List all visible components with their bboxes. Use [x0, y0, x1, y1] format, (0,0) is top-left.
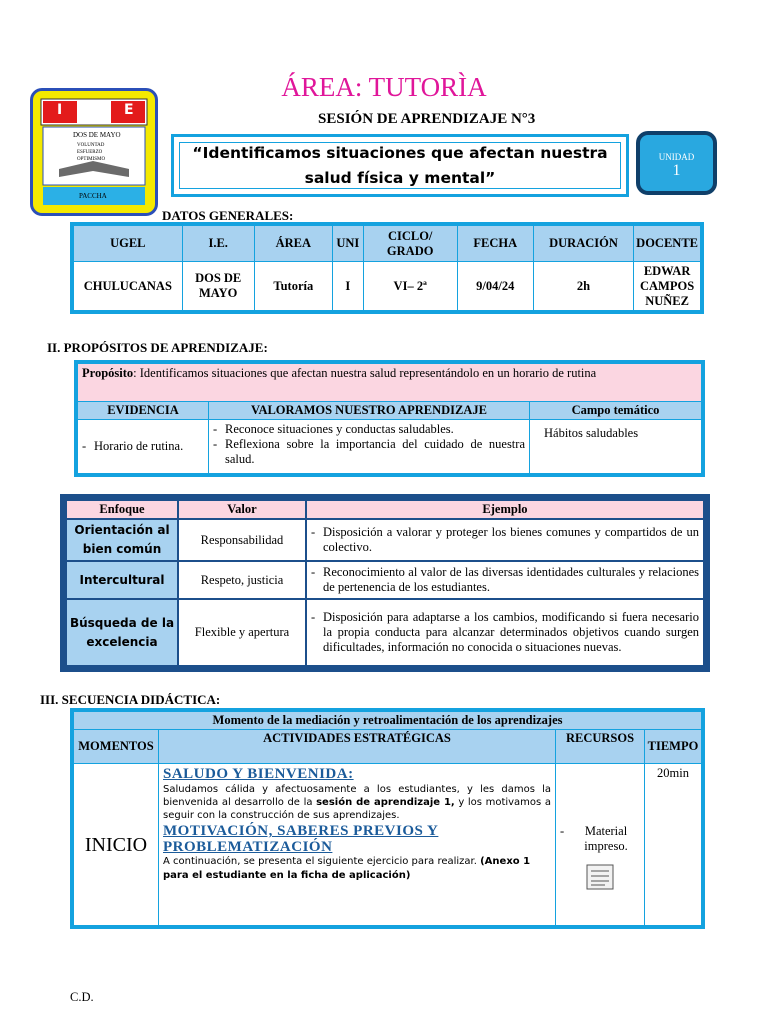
- header-duracion: DURACIÓN: [533, 226, 633, 262]
- valoramos-item-2: Reflexiona sobre la importancia del cuidado de nuestra salud.: [225, 437, 525, 466]
- enfoque-ejemplo-cell: - Reconocimiento al valor de las diversas identidades culturales y relaciones de pertenencia de los estudiantes.: [306, 561, 704, 599]
- session-name-box: [171, 134, 629, 197]
- enfoque-valor: Responsabilidad: [178, 519, 306, 561]
- secuencia-title: Momento de la mediación y retroalimentación de los aprendizajes: [74, 712, 702, 730]
- school-logo: [30, 88, 158, 216]
- secuencia-label: III. SECUENCIA DIDÁCTICA:: [40, 692, 221, 707]
- col-valor: Valor: [178, 500, 306, 519]
- value-duracion: 2h: [533, 262, 633, 311]
- proposito-cell: [78, 364, 702, 402]
- recursos-cell: - Material impreso.: [556, 764, 645, 926]
- unidad-badge: [636, 131, 717, 195]
- enfoques-table-frame: [60, 494, 710, 672]
- saludo-heading: SALUDO Y BIENVENIDA:: [163, 766, 354, 782]
- enfoque-row: [66, 561, 704, 599]
- logo-school-name: DOS DE MAYO: [73, 131, 121, 139]
- header-fecha: FECHA: [457, 226, 533, 262]
- momento-inicio: INICIO: [74, 764, 159, 926]
- enfoque-ejemplo: Disposición a valorar y proteger los bienes comunes y compartidos de un colectivo.: [323, 525, 699, 554]
- session-title: SESIÓN DE APRENDIZAJE N°3: [318, 111, 536, 127]
- value-ciclo: VI– 2ª: [363, 262, 457, 311]
- col-momentos: MOMENTOS: [74, 730, 159, 764]
- enfoque-name: Intercultural: [66, 561, 178, 599]
- header-ciclo: CICLO/ GRADO: [363, 226, 457, 262]
- value-docente: EDWAR CAMPOS NUÑEZ: [634, 262, 701, 311]
- datos-generales-table-frame: [70, 222, 704, 314]
- col-actividades: ACTIVIDADES ESTRATÉGICAS: [159, 730, 556, 764]
- motivacion-bold: (Anexo 1 para el estudiante en la ficha de aplicación): [163, 856, 531, 881]
- evidencia-cell: - Horario de rutina.: [78, 420, 209, 474]
- enfoque-valor: Respeto, justicia: [178, 561, 306, 599]
- motivacion-heading-2: PROBLEMATIZACIÓN: [163, 839, 333, 855]
- value-ugel: CHULUCANAS: [74, 262, 183, 311]
- value-uni: I: [332, 262, 363, 311]
- logo-town: PACCHA: [79, 192, 107, 200]
- header-ugel: UGEL: [74, 226, 183, 262]
- saludo-paragraph: [163, 783, 551, 822]
- header-docente: DOCENTE: [634, 226, 701, 262]
- enfoque-name: Búsqueda de la excelencia: [66, 599, 178, 666]
- value-area: Tutoría: [254, 262, 332, 311]
- motivacion-text: A continuación, se presenta el siguiente ejercicio para realizar.: [163, 856, 481, 867]
- col-campo: Campo temático: [530, 402, 702, 420]
- col-enfoque: Enfoque: [66, 500, 178, 519]
- area-title: ÁREA: TUTORÌA: [281, 72, 487, 102]
- proposito-text: : Identificamos situaciones que afectan nuestra salud representándolo en un horario de rutina: [133, 366, 597, 380]
- logo-letter-i: I: [57, 102, 63, 118]
- propositos-table-frame: [74, 360, 705, 477]
- datos-generales-label: DATOS GENERALES:: [162, 208, 294, 223]
- recurso-value: Material impreso.: [584, 823, 628, 853]
- session-name-line-1: “Identificamos situaciones que afectan nuestra: [192, 143, 608, 162]
- unidad-number: 1: [672, 162, 681, 179]
- enfoque-row: [66, 599, 704, 666]
- evidencia-value: Horario de rutina.: [94, 439, 184, 453]
- document-icon: [560, 862, 640, 896]
- motivacion-heading: [163, 823, 551, 855]
- datos-generales-table: [73, 225, 701, 311]
- col-valoramos: VALORAMOS NUESTRO APRENDIZAJE: [209, 402, 530, 420]
- tiempo-value: 20min: [645, 764, 702, 926]
- logo-motto-1: VOLUNTAD: [77, 143, 105, 148]
- logo-motto-2: ESFUERZO: [77, 150, 103, 155]
- col-tiempo: TIEMPO: [645, 730, 702, 764]
- enfoques-table: [65, 499, 705, 667]
- col-ejemplo: Ejemplo: [306, 500, 704, 519]
- campo-value: Hábitos saludables: [530, 420, 702, 474]
- propositos-label: II. PROPÓSITOS DE APRENDIZAJE:: [47, 340, 268, 355]
- col-recursos: RECURSOS: [556, 730, 645, 764]
- secuencia-table: [73, 711, 702, 926]
- motivacion-paragraph: [163, 855, 551, 883]
- saludo-bold: sesión de aprendizaje 1,: [316, 797, 455, 808]
- header-ie: I.E.: [182, 226, 254, 262]
- unidad-label: UNIDAD: [658, 152, 695, 162]
- enfoque-ejemplo: Reconocimiento al valor de las diversas identidades culturales y relaciones de pertenencia de los estudiantes.: [323, 565, 699, 594]
- col-evidencia: EVIDENCIA: [78, 402, 209, 420]
- motivacion-heading-1: MOTIVACIÓN, SABERES PREVIOS Y: [163, 823, 439, 839]
- secuencia-table-frame: [70, 708, 705, 929]
- logo-motto-3: OPTIMISMO: [77, 157, 106, 162]
- actividades-cell: [159, 764, 556, 926]
- session-name-line-2: salud física y mental”: [304, 168, 496, 187]
- valoramos-cell: - Reconoce situaciones y conductas saludables. - Reflexiona sobre la importancia del cuidado de nuestra salud.: [209, 420, 530, 474]
- value-fecha: 9/04/24: [457, 262, 533, 311]
- valoramos-item-1: Reconoce situaciones y conductas saludables.: [225, 422, 454, 436]
- header-uni: UNI: [332, 226, 363, 262]
- value-ie: DOS DE MAYO: [182, 262, 254, 311]
- enfoque-ejemplo-cell: - Disposición a valorar y proteger los bienes comunes y compartidos de un colectivo.: [306, 519, 704, 561]
- header-area: ÁREA: [254, 226, 332, 262]
- logo-letter-e: E: [124, 102, 134, 118]
- enfoque-valor: Flexible y apertura: [178, 599, 306, 666]
- proposito-label: Propósito: [82, 366, 134, 380]
- saludo-text-1: Saludamos cálida y afectuosamente a los estudiantes, y les damos la bienvenida al desarrollo de la: [163, 784, 551, 808]
- enfoque-ejemplo: Disposición para adaptarse a los cambios, modificando si fuera necesario la propia conducta para alcanzar determinados objetivos cuando surgen dificultades, información no conocida o situaciones nuevas.: [323, 610, 699, 654]
- propositos-table: [77, 363, 702, 474]
- saludo-text-2: y los motivamos a seguir con la construcción de sus aprendizajes.: [163, 797, 551, 821]
- enfoque-name: Orientación al bien común: [66, 519, 178, 561]
- footer-cd: C.D.: [70, 990, 94, 1004]
- enfoque-ejemplo-cell: - Disposición para adaptarse a los cambios, modificando si fuera necesario la propia conducta para alcanzar determinados objetivos cuando surgen dificultades, información no conocida o situaciones nuevas.: [306, 599, 704, 666]
- enfoque-row: [66, 519, 704, 561]
